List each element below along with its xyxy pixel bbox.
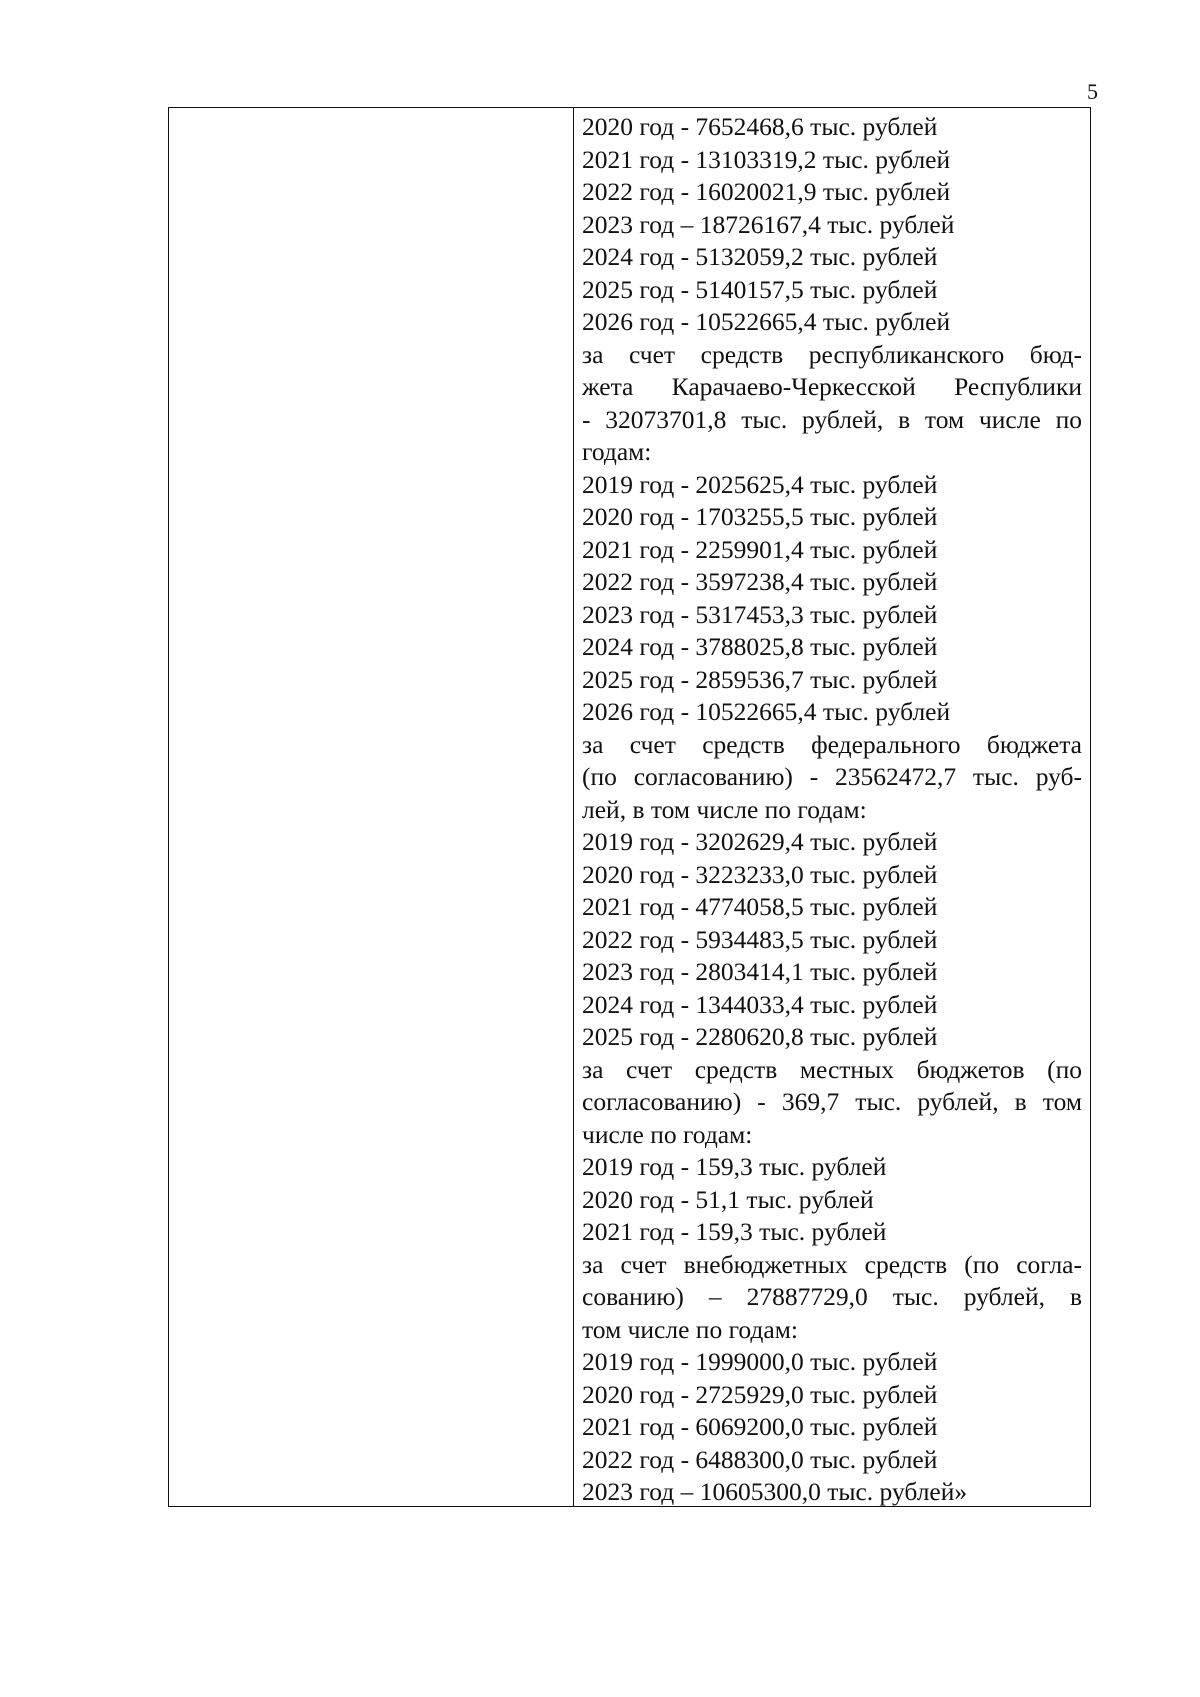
text-line: за счет средств республиканского бюд- bbox=[582, 339, 1082, 369]
text-line: 2021 год - 13103319,2 тыс. рублей bbox=[582, 144, 951, 174]
funding-table bbox=[168, 107, 1091, 1507]
text-line: 2023 год – 18726167,4 тыс. рублей bbox=[582, 209, 955, 239]
text-line: 2026 год - 10522665,4 тыс. рублей bbox=[582, 307, 951, 336]
text-line: за счет средств местных бюджетов (по bbox=[582, 1054, 1082, 1084]
text-line: - 32073701,8 тыс. рублей, в том числе по bbox=[582, 404, 1082, 434]
text-line: 2019 год - 159,3 тыс. рублей bbox=[582, 1152, 887, 1181]
text-line: 2019 год - 2025625,4 тыс. рублей bbox=[582, 469, 938, 499]
text-line: 2019 год - 1999000,0 тыс. рублей bbox=[582, 1347, 938, 1376]
text-line: 2020 год - 2725929,0 тыс. рублей bbox=[582, 1379, 938, 1409]
text-line: лей, в том числе по годам: bbox=[582, 794, 867, 824]
text-line: 2025 год - 5140157,5 тыс. рублей bbox=[582, 274, 938, 304]
text-line: 2023 год - 2803414,1 тыс. рублей bbox=[582, 957, 938, 986]
table-right-cell bbox=[574, 108, 1090, 1506]
text-line: 2025 год - 2280620,8 тыс. рублей bbox=[582, 1022, 938, 1051]
text-line: сованию) – 27887729,0 тыс. рублей, в bbox=[582, 1282, 1082, 1311]
text-line: (по согласованию) - 23562472,7 тыс. руб- bbox=[582, 762, 1082, 791]
text-line: за счет средств федерального бюджета bbox=[582, 729, 1082, 759]
text-line: 2021 год - 4774058,5 тыс. рублей bbox=[582, 892, 938, 921]
text-line: 2022 год - 6488300,0 тыс. рублей bbox=[582, 1444, 938, 1474]
text-line: 2022 год - 16020021,9 тыс. рублей bbox=[582, 177, 951, 206]
text-line: 2024 год - 5132059,2 тыс. рублей bbox=[582, 242, 938, 271]
text-line: числе по годам: bbox=[582, 1119, 753, 1149]
text-line: за счет внебюджетных средств (по согла- bbox=[582, 1249, 1082, 1279]
text-line: 2022 год - 3597238,4 тыс. рублей bbox=[582, 567, 938, 596]
text-line: 2024 год - 3788025,8 тыс. рублей bbox=[582, 632, 938, 661]
text-line: 2020 год - 51,1 тыс. рублей bbox=[582, 1184, 874, 1214]
text-line: жета Карачаево-Черкесской Республики bbox=[582, 372, 1082, 401]
text-line: 2021 год - 159,3 тыс. рублей bbox=[582, 1217, 887, 1246]
text-line: 2025 год - 2859536,7 тыс. рублей bbox=[582, 664, 938, 694]
text-line: 2021 год - 2259901,4 тыс. рублей bbox=[582, 534, 938, 564]
text-line: 2020 год - 1703255,5 тыс. рублей bbox=[582, 502, 938, 531]
text-line: 2023 год – 10605300,0 тыс. рублей» bbox=[582, 1477, 968, 1506]
text-line: 2020 год - 3223233,0 тыс. рублей bbox=[582, 859, 938, 889]
text-line: 2021 год - 6069200,0 тыс. рублей bbox=[582, 1412, 938, 1441]
text-line: согласованию) - 369,7 тыс. рублей, в том bbox=[582, 1087, 1082, 1116]
text-line: 2024 год - 1344033,4 тыс. рублей bbox=[582, 989, 938, 1019]
text-line: 2019 год - 3202629,4 тыс. рублей bbox=[582, 827, 938, 856]
text-line: годам: bbox=[582, 437, 652, 466]
text-line: том числе по годам: bbox=[582, 1314, 798, 1344]
page-number: 5 bbox=[1087, 79, 1098, 104]
text-line: 2020 год - 7652468,6 тыс. рублей bbox=[582, 112, 938, 141]
text-line: 2022 год - 5934483,5 тыс. рублей bbox=[582, 924, 938, 954]
text-line: 2023 год - 5317453,3 тыс. рублей bbox=[582, 599, 938, 629]
table-left-cell bbox=[169, 108, 574, 1506]
text-line: 2026 год - 10522665,4 тыс. рублей bbox=[582, 697, 951, 726]
